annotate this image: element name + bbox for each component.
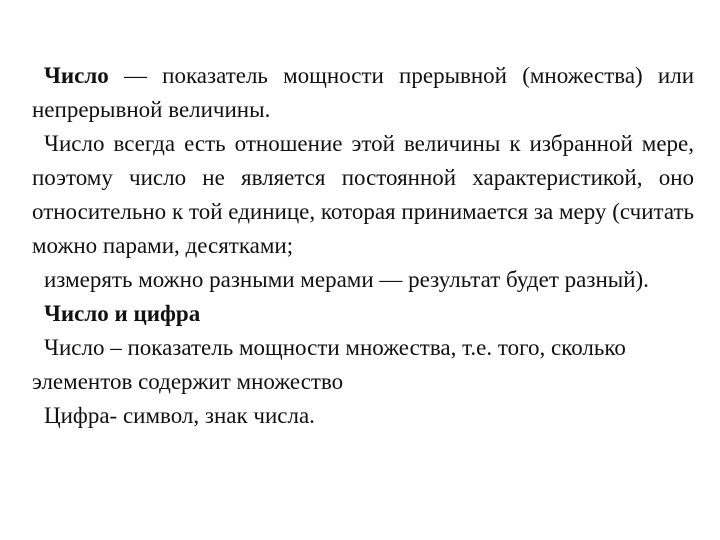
paragraph-measure: измерять можно разными мерами — результат будет разный). [44, 267, 649, 292]
section-heading: Число и цифра [44, 301, 201, 326]
term-number: Число [44, 63, 109, 88]
paragraph-number-definition [32, 59, 694, 127]
paragraph-number-relation: Число всегда есть отношение этой величины к избранной мере, поэтому число не является постоянной характеристикой, оно относительно к той единице, которая принимается за меру (считать можно парами, десятками; [32, 131, 694, 258]
slide-text-body [32, 59, 694, 433]
paragraph-digit-meaning: Цифра- символ, знак числа. [44, 403, 315, 428]
number-definition-text: — показатель мощности прерывной (множества) или непрерывной величины. [32, 63, 694, 122]
paragraph-number-meaning: Число – показатель мощности множества, т.е. того, сколько элементов содержит множество [32, 335, 626, 394]
